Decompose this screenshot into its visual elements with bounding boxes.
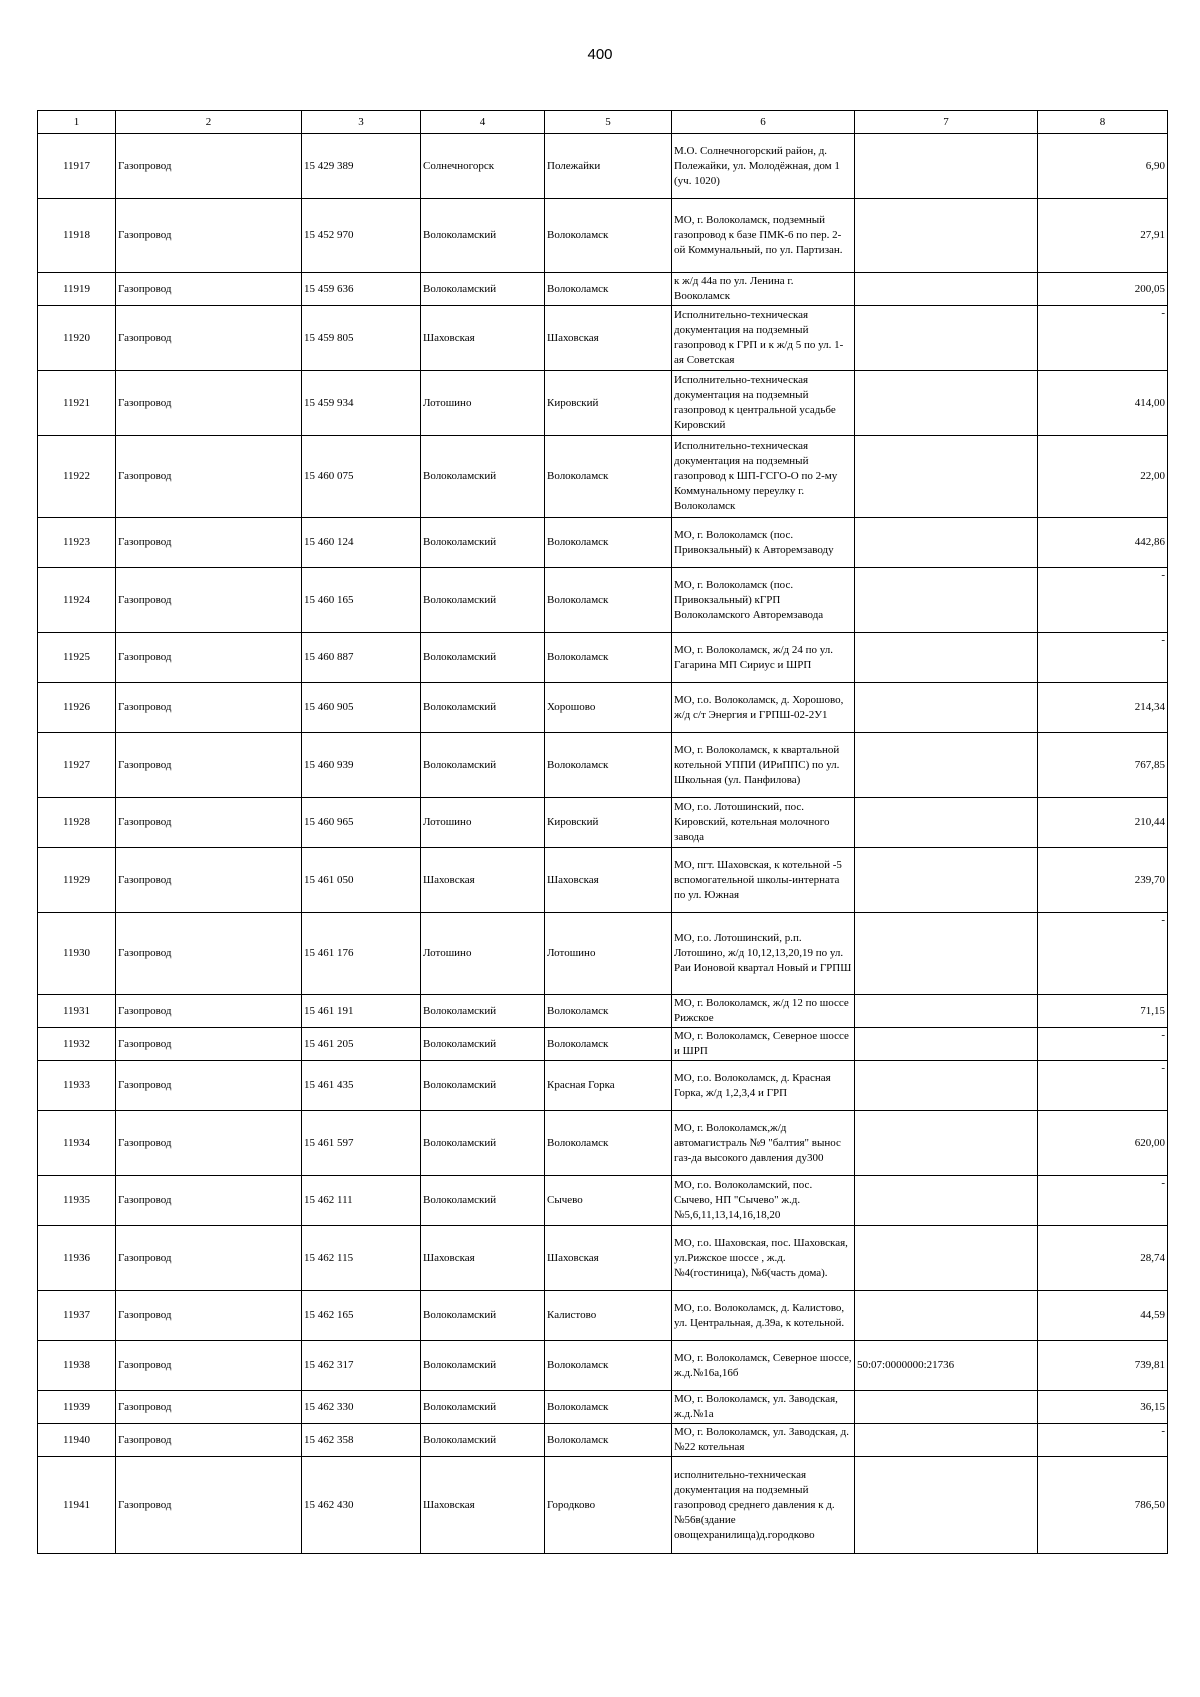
inventory-code-cell: 15 460 075 <box>302 436 421 518</box>
table-row <box>38 436 1168 518</box>
inventory-code-cell: 15 461 050 <box>302 848 421 913</box>
table-row <box>38 1028 1168 1061</box>
length-value-cell: 620,00 <box>1038 1111 1168 1176</box>
inventory-code-cell: 15 462 111 <box>302 1176 421 1226</box>
district-cell: Шаховская <box>421 306 545 371</box>
object-type-cell: Газопровод <box>116 134 302 199</box>
district-cell: Лотошино <box>421 913 545 995</box>
object-type-cell: Газопровод <box>116 1176 302 1226</box>
inventory-code-cell: 15 461 205 <box>302 1028 421 1061</box>
cadastral-number-cell <box>855 436 1038 518</box>
object-type-cell: Газопровод <box>116 1291 302 1341</box>
inventory-code-cell: 15 461 176 <box>302 913 421 995</box>
cadastral-number-cell <box>855 306 1038 371</box>
cadastral-number-cell <box>855 683 1038 733</box>
district-cell: Волоколамский <box>421 1341 545 1391</box>
address-cell: Исполнительно-техническая документация на подземный газопровод к ГРП и к ж/д 5 по ул. 1-ая Советская <box>672 306 855 371</box>
cadastral-number-cell <box>855 1061 1038 1111</box>
length-value-cell: - <box>1038 1061 1168 1111</box>
cadastral-number-cell <box>855 733 1038 798</box>
district-cell: Волоколамский <box>421 518 545 568</box>
row-number-cell: 11935 <box>38 1176 116 1226</box>
inventory-code-cell: 15 452 970 <box>302 199 421 273</box>
inventory-code-cell: 15 462 115 <box>302 1226 421 1291</box>
column-header: 7 <box>855 111 1038 134</box>
table-row <box>38 371 1168 436</box>
cadastral-number-cell <box>855 633 1038 683</box>
length-value-cell: 28,74 <box>1038 1226 1168 1291</box>
locality-cell: Волоколамск <box>545 568 672 633</box>
row-number-cell: 11929 <box>38 848 116 913</box>
locality-cell: Сычево <box>545 1176 672 1226</box>
object-type-cell: Газопровод <box>116 518 302 568</box>
cadastral-number-cell <box>855 134 1038 199</box>
cadastral-number-cell <box>855 371 1038 436</box>
table-row <box>38 273 1168 306</box>
table-row <box>38 995 1168 1028</box>
table-row <box>38 1424 1168 1457</box>
object-type-cell: Газопровод <box>116 199 302 273</box>
length-value-cell: 210,44 <box>1038 798 1168 848</box>
column-header: 1 <box>38 111 116 134</box>
object-type-cell: Газопровод <box>116 1391 302 1424</box>
inventory-code-cell: 15 429 389 <box>302 134 421 199</box>
locality-cell: Шаховская <box>545 1226 672 1291</box>
address-cell: МО, г. Волоколамск, ул. Заводская, д.№22 котельная <box>672 1424 855 1457</box>
table-row <box>38 848 1168 913</box>
locality-cell: Шаховская <box>545 848 672 913</box>
address-cell: МО, г. Волоколамск, Северное шоссе, ж.д.№16а,16б <box>672 1341 855 1391</box>
address-cell: исполнительно-техническая документация на подземный газопровод среднего давления к д.№56в(здание овощехранилища)д.городково <box>672 1457 855 1554</box>
district-cell: Лотошино <box>421 371 545 436</box>
locality-cell: Волоколамск <box>545 1028 672 1061</box>
length-value-cell: 739,81 <box>1038 1341 1168 1391</box>
row-number-cell: 11923 <box>38 518 116 568</box>
length-value-cell: 71,15 <box>1038 995 1168 1028</box>
table-row <box>38 683 1168 733</box>
row-number-cell: 11941 <box>38 1457 116 1554</box>
address-cell: МО, г. Волоколамск (пос. Привокзальный) кГРП Волоколамского Авторемзавода <box>672 568 855 633</box>
cadastral-number-cell: 50:07:0000000:21736 <box>855 1341 1038 1391</box>
address-cell: Исполнительно-техническая документация на подземный газопровод к ШП-ГСГО-О по 2-му Коммунальному переулку г. Волоколамск <box>672 436 855 518</box>
locality-cell: Волоколамск <box>545 518 672 568</box>
table-row <box>38 1061 1168 1111</box>
district-cell: Шаховская <box>421 1226 545 1291</box>
district-cell: Волоколамский <box>421 1291 545 1341</box>
table-row <box>38 306 1168 371</box>
inventory-code-cell: 15 460 965 <box>302 798 421 848</box>
row-number-cell: 11921 <box>38 371 116 436</box>
district-cell: Лотошино <box>421 798 545 848</box>
column-header: 3 <box>302 111 421 134</box>
row-number-cell: 11920 <box>38 306 116 371</box>
cadastral-number-cell <box>855 199 1038 273</box>
address-cell: МО, г. Волоколамск,ж/д автомагистраль №9 "балтия" вынос газ-да высокого давления ду300 <box>672 1111 855 1176</box>
address-cell: МО, г.о. Волоколамск, д. Красная Горка, ж/д 1,2,3,4 и ГРП <box>672 1061 855 1111</box>
table-row <box>38 1291 1168 1341</box>
object-type-cell: Газопровод <box>116 733 302 798</box>
district-cell: Волоколамский <box>421 436 545 518</box>
district-cell: Солнечногорск <box>421 134 545 199</box>
row-number-cell: 11917 <box>38 134 116 199</box>
district-cell: Волоколамский <box>421 1176 545 1226</box>
length-value-cell: 22,00 <box>1038 436 1168 518</box>
inventory-code-cell: 15 459 805 <box>302 306 421 371</box>
cadastral-number-cell <box>855 1291 1038 1341</box>
inventory-code-cell: 15 460 165 <box>302 568 421 633</box>
inventory-code-cell: 15 460 124 <box>302 518 421 568</box>
row-number-cell: 11926 <box>38 683 116 733</box>
object-type-cell: Газопровод <box>116 1424 302 1457</box>
cadastral-number-cell <box>855 1424 1038 1457</box>
inventory-code-cell: 15 461 597 <box>302 1111 421 1176</box>
length-value-cell: 786,50 <box>1038 1457 1168 1554</box>
address-cell: МО, г. Волоколамск, ж/д 12 по шоссе Рижское <box>672 995 855 1028</box>
table-row <box>38 1341 1168 1391</box>
table-row <box>38 1176 1168 1226</box>
length-value-cell: - <box>1038 913 1168 995</box>
locality-cell: Волоколамск <box>545 199 672 273</box>
row-number-cell: 11938 <box>38 1341 116 1391</box>
row-number-cell: 11924 <box>38 568 116 633</box>
cadastral-number-cell <box>855 1226 1038 1291</box>
address-cell: МО, г. Волоколамск, подземный газопровод к базе ПМК-6 по пер. 2-ой Коммунальный, по ул. Партизан. <box>672 199 855 273</box>
cadastral-number-cell <box>855 798 1038 848</box>
object-type-cell: Газопровод <box>116 995 302 1028</box>
district-cell: Волоколамский <box>421 995 545 1028</box>
length-value-cell: 767,85 <box>1038 733 1168 798</box>
object-type-cell: Газопровод <box>116 1111 302 1176</box>
locality-cell: Кировский <box>545 371 672 436</box>
district-cell: Волоколамский <box>421 199 545 273</box>
row-number-cell: 11927 <box>38 733 116 798</box>
table-row <box>38 798 1168 848</box>
length-value-cell: 27,91 <box>1038 199 1168 273</box>
row-number-cell: 11934 <box>38 1111 116 1176</box>
table-row <box>38 568 1168 633</box>
address-cell: МО, г. Волоколамск, к квартальной котельной УППИ (ИРиППС) по ул. Школьная (ул. Панфилова) <box>672 733 855 798</box>
locality-cell: Волоколамск <box>545 633 672 683</box>
registry-table <box>37 110 1168 1554</box>
object-type-cell: Газопровод <box>116 633 302 683</box>
inventory-code-cell: 15 461 435 <box>302 1061 421 1111</box>
district-cell: Шаховская <box>421 848 545 913</box>
cadastral-number-cell <box>855 273 1038 306</box>
inventory-code-cell: 15 461 191 <box>302 995 421 1028</box>
table-row <box>38 1226 1168 1291</box>
row-number-cell: 11931 <box>38 995 116 1028</box>
length-value-cell: - <box>1038 1424 1168 1457</box>
district-cell: Волоколамский <box>421 273 545 306</box>
inventory-code-cell: 15 462 317 <box>302 1341 421 1391</box>
table-body <box>38 134 1168 1554</box>
district-cell: Волоколамский <box>421 733 545 798</box>
address-cell: МО, г. Волоколамск, ж/д 24 по ул. Гагарина МП Сириус и ШРП <box>672 633 855 683</box>
address-cell: МО, пгт. Шаховская, к котельной -5 вспомогательной школы-интерната по ул. Южная <box>672 848 855 913</box>
row-number-cell: 11933 <box>38 1061 116 1111</box>
object-type-cell: Газопровод <box>116 848 302 913</box>
address-cell: МО, г.о. Лотошинский, р.п. Лотошино, ж/д 10,12,13,20,19 по ул. Раи Ионовой квартал Новый и ГРПШ <box>672 913 855 995</box>
cadastral-number-cell <box>855 1111 1038 1176</box>
locality-cell: Волоколамск <box>545 1391 672 1424</box>
object-type-cell: Газопровод <box>116 273 302 306</box>
locality-cell: Калистово <box>545 1291 672 1341</box>
inventory-code-cell: 15 462 165 <box>302 1291 421 1341</box>
locality-cell: Волоколамск <box>545 436 672 518</box>
length-value-cell: 200,05 <box>1038 273 1168 306</box>
table-row <box>38 633 1168 683</box>
district-cell: Волоколамский <box>421 1391 545 1424</box>
row-number-cell: 11936 <box>38 1226 116 1291</box>
object-type-cell: Газопровод <box>116 306 302 371</box>
address-cell: МО, г. Волоколамск, Северное шоссе и ШРП <box>672 1028 855 1061</box>
object-type-cell: Газопровод <box>116 1028 302 1061</box>
length-value-cell: - <box>1038 306 1168 371</box>
length-value-cell: - <box>1038 1176 1168 1226</box>
length-value-cell: - <box>1038 1028 1168 1061</box>
table-row <box>38 199 1168 273</box>
column-header: 5 <box>545 111 672 134</box>
locality-cell: Волоколамск <box>545 733 672 798</box>
address-cell: МО, г.о. Волоколамск, д. Хорошово, ж/д с/т Энергия и ГРПШ-02-2У1 <box>672 683 855 733</box>
length-value-cell: 6,90 <box>1038 134 1168 199</box>
row-number-cell: 11937 <box>38 1291 116 1341</box>
cadastral-number-cell <box>855 848 1038 913</box>
row-number-cell: 11940 <box>38 1424 116 1457</box>
page-number: 400 <box>587 46 613 63</box>
length-value-cell: - <box>1038 633 1168 683</box>
length-value-cell: - <box>1038 568 1168 633</box>
row-number-cell: 11932 <box>38 1028 116 1061</box>
table-row <box>38 1457 1168 1554</box>
object-type-cell: Газопровод <box>116 913 302 995</box>
cadastral-number-cell <box>855 1457 1038 1554</box>
district-cell: Волоколамский <box>421 1028 545 1061</box>
locality-cell: Волоколамск <box>545 273 672 306</box>
address-cell: к ж/д 44а по ул. Ленина г. Вооколамск <box>672 273 855 306</box>
cadastral-number-cell <box>855 995 1038 1028</box>
table-row <box>38 518 1168 568</box>
inventory-code-cell: 15 460 905 <box>302 683 421 733</box>
cadastral-number-cell <box>855 1391 1038 1424</box>
length-value-cell: 36,15 <box>1038 1391 1168 1424</box>
locality-cell: Красная Горка <box>545 1061 672 1111</box>
address-cell: МО, г.о. Лотошинский, пос. Кировский, котельная молочного завода <box>672 798 855 848</box>
row-number-cell: 11939 <box>38 1391 116 1424</box>
length-value-cell: 44,59 <box>1038 1291 1168 1341</box>
object-type-cell: Газопровод <box>116 568 302 633</box>
object-type-cell: Газопровод <box>116 1341 302 1391</box>
cadastral-number-cell <box>855 568 1038 633</box>
object-type-cell: Газопровод <box>116 1457 302 1554</box>
row-number-cell: 11928 <box>38 798 116 848</box>
address-cell: Исполнительно-техническая документация на подземный газопровод к центральной усадьбе Кировский <box>672 371 855 436</box>
address-cell: МО, г. Волоколамск (пос. Привокзальный) к Авторемзаводу <box>672 518 855 568</box>
district-cell: Волоколамский <box>421 1424 545 1457</box>
locality-cell: Шаховская <box>545 306 672 371</box>
length-value-cell: 239,70 <box>1038 848 1168 913</box>
inventory-code-cell: 15 459 636 <box>302 273 421 306</box>
locality-cell: Волоколамск <box>545 1424 672 1457</box>
table-row <box>38 134 1168 199</box>
row-number-cell: 11918 <box>38 199 116 273</box>
inventory-code-cell: 15 462 330 <box>302 1391 421 1424</box>
district-cell: Шаховская <box>421 1457 545 1554</box>
column-header: 4 <box>421 111 545 134</box>
object-type-cell: Газопровод <box>116 1061 302 1111</box>
header-row <box>38 111 1168 134</box>
cadastral-number-cell <box>855 913 1038 995</box>
object-type-cell: Газопровод <box>116 683 302 733</box>
column-header: 2 <box>116 111 302 134</box>
object-type-cell: Газопровод <box>116 371 302 436</box>
address-cell: МО, г.о. Волоколамск, д. Калистово, ул. Центральная, д.39а, к котельной. <box>672 1291 855 1341</box>
locality-cell: Волоколамск <box>545 995 672 1028</box>
length-value-cell: 442,86 <box>1038 518 1168 568</box>
table-row <box>38 733 1168 798</box>
row-number-cell: 11922 <box>38 436 116 518</box>
locality-cell: Волоколамск <box>545 1341 672 1391</box>
row-number-cell: 11919 <box>38 273 116 306</box>
district-cell: Волоколамский <box>421 633 545 683</box>
district-cell: Волоколамский <box>421 1111 545 1176</box>
inventory-code-cell: 15 460 939 <box>302 733 421 798</box>
object-type-cell: Газопровод <box>116 1226 302 1291</box>
cadastral-number-cell <box>855 518 1038 568</box>
table-row <box>38 913 1168 995</box>
row-number-cell: 11925 <box>38 633 116 683</box>
address-cell: М.О. Солнечногорский район, д. Полежайки, ул. Молодёжная, дом 1 (уч. 1020) <box>672 134 855 199</box>
object-type-cell: Газопровод <box>116 436 302 518</box>
object-type-cell: Газопровод <box>116 798 302 848</box>
district-cell: Волоколамский <box>421 1061 545 1111</box>
length-value-cell: 214,34 <box>1038 683 1168 733</box>
district-cell: Волоколамский <box>421 568 545 633</box>
column-header: 6 <box>672 111 855 134</box>
address-cell: МО, г.о. Волоколамский, пос. Сычево, НП "Сычево" ж.д.№5,6,11,13,14,16,18,20 <box>672 1176 855 1226</box>
address-cell: МО, г.о. Шаховская, пос. Шаховская, ул.Рижское шоссе , ж.д.№4(гостиница), №6(часть дома). <box>672 1226 855 1291</box>
address-cell: МО, г. Волоколамск, ул. Заводская, ж.д.№1а <box>672 1391 855 1424</box>
locality-cell: Лотошино <box>545 913 672 995</box>
locality-cell: Кировский <box>545 798 672 848</box>
district-cell: Волоколамский <box>421 683 545 733</box>
table-row <box>38 1391 1168 1424</box>
locality-cell: Полежайки <box>545 134 672 199</box>
row-number-cell: 11930 <box>38 913 116 995</box>
inventory-code-cell: 15 462 430 <box>302 1457 421 1554</box>
cadastral-number-cell <box>855 1176 1038 1226</box>
locality-cell: Хорошово <box>545 683 672 733</box>
inventory-code-cell: 15 460 887 <box>302 633 421 683</box>
inventory-code-cell: 15 462 358 <box>302 1424 421 1457</box>
table-row <box>38 1111 1168 1176</box>
cadastral-number-cell <box>855 1028 1038 1061</box>
inventory-code-cell: 15 459 934 <box>302 371 421 436</box>
locality-cell: Городково <box>545 1457 672 1554</box>
column-header: 8 <box>1038 111 1168 134</box>
length-value-cell: 414,00 <box>1038 371 1168 436</box>
locality-cell: Волоколамск <box>545 1111 672 1176</box>
